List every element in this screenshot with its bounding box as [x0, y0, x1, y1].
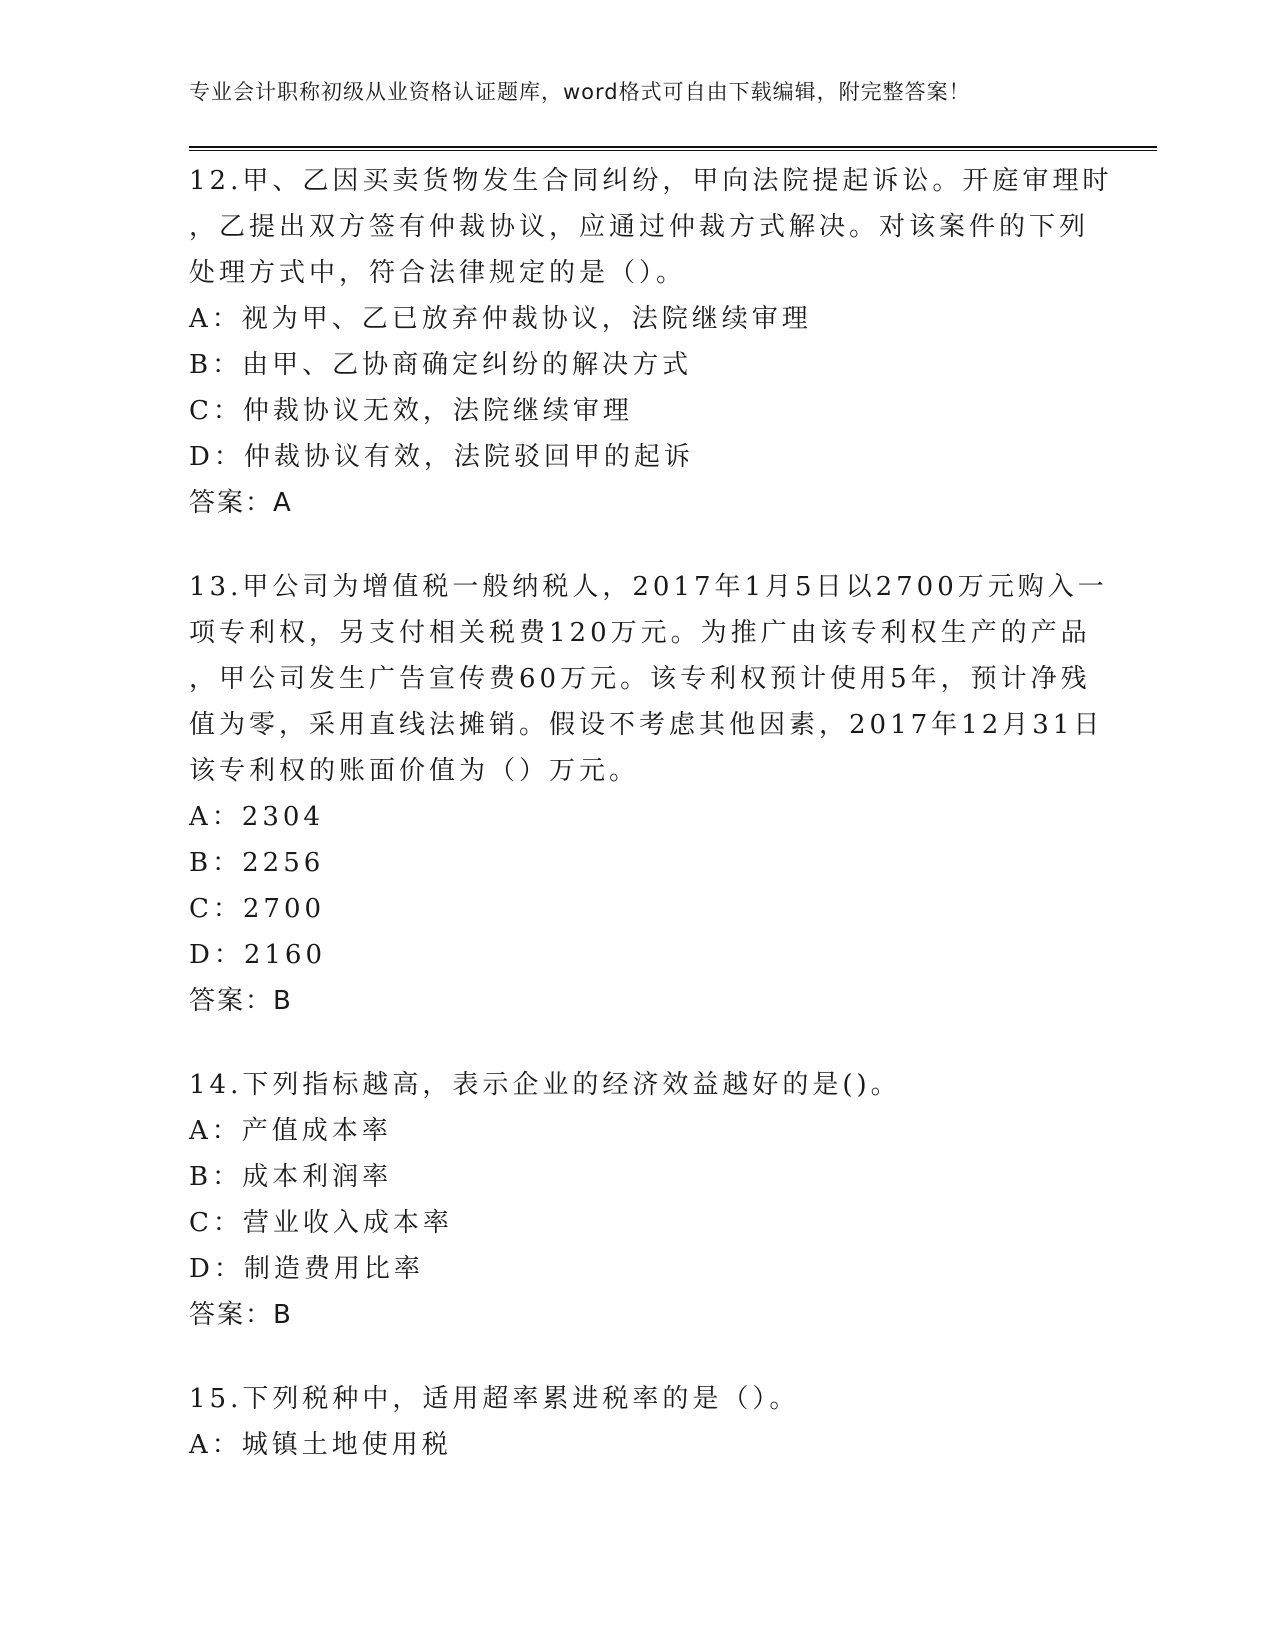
option-c: C：仲裁协议无效，法院继续审理 — [189, 396, 633, 426]
question-text-line: ，乙提出双方签有仲裁协议，应通过仲裁方式解决。对该案件的下列 — [189, 212, 1090, 242]
option-a: A：城镇土地使用税 — [189, 1430, 452, 1460]
question-text-line: 14.下列指标越高，表示企业的经济效益越好的是()。 — [189, 1070, 901, 1100]
option-d: D：仲裁协议有效，法院驳回甲的起诉 — [189, 442, 694, 472]
question-text-line: 12.甲、乙因买卖货物发生合同纠纷，甲向法院提起诉讼。开庭审理时 — [189, 166, 1113, 196]
question-text-line: ，甲公司发生广告宣传费60万元。该专利权预计使用5年，预计净残 — [189, 664, 1091, 694]
question-13 — [189, 564, 1108, 1024]
question-list — [189, 158, 1113, 1506]
question-text-line: 值为零，采用直线法摊销。假设不考虑其他因素，2017年12月31日 — [189, 710, 1104, 740]
option-d: D：制造费用比率 — [189, 1254, 424, 1284]
option-c: C：2700 — [189, 894, 326, 924]
option-b: B：成本利润率 — [189, 1162, 393, 1192]
question-text-line: 15.下列税种中，适用超率累进税率的是（）。 — [189, 1384, 800, 1414]
option-b: B：2256 — [189, 848, 325, 878]
question-text-line: 该专利权的账面价值为（）万元。 — [189, 756, 640, 786]
question-text-line: 处理方式中，符合法律规定的是（）。 — [189, 258, 687, 288]
question-14 — [189, 1062, 1089, 1338]
question-12 — [189, 158, 1113, 526]
question-text-line: 项专利权，另支付相关税费120万元。为推广由该专利权生产的产品 — [189, 618, 1091, 648]
question-text-line: 13.甲公司为增值税一般纳税人，2017年1月5日以2700万元购入一 — [189, 572, 1108, 602]
answer-line: 答案：B — [189, 1300, 293, 1330]
answer-line: 答案：B — [189, 986, 293, 1016]
header-divider — [189, 146, 1157, 151]
option-a: A：视为甲、乙已放弃仲裁协议，法院继续审理 — [189, 304, 812, 334]
page-header: 专业会计职称初级从业资格认证题库，word格式可自由下载编辑，附完整答案！ — [189, 80, 971, 104]
option-a: A：产值成本率 — [189, 1116, 392, 1146]
option-b: B：由甲、乙协商确定纠纷的解决方式 — [189, 350, 693, 380]
answer-line: 答案：A — [189, 488, 293, 518]
option-c: C：营业收入成本率 — [189, 1208, 453, 1238]
option-d: D：2160 — [189, 940, 327, 970]
option-a: A：2304 — [189, 802, 324, 832]
question-15 — [189, 1376, 1089, 1468]
